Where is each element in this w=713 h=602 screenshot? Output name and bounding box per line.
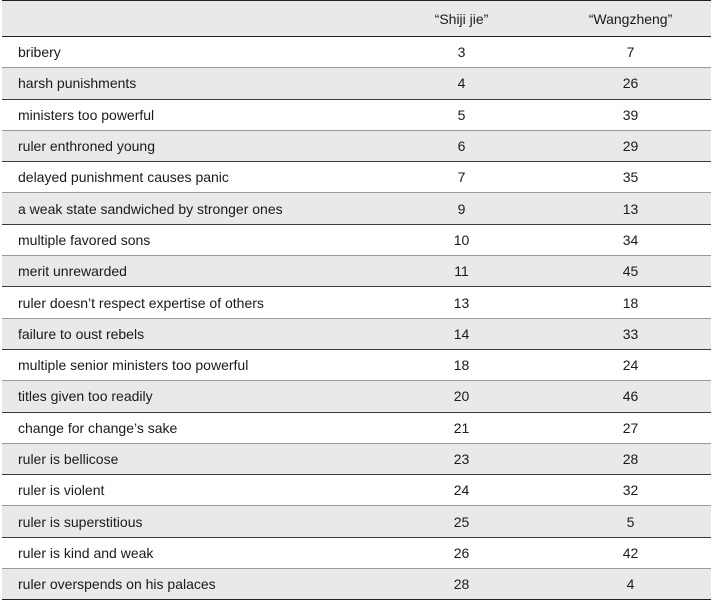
- cell-wangzheng: 45: [622, 263, 639, 280]
- cell-shiji-jie: 5: [457, 106, 466, 123]
- cell-label: harsh punishments: [18, 75, 137, 92]
- cell-wangzheng: 35: [622, 169, 639, 186]
- cell-shiji-jie: 10: [453, 231, 470, 248]
- table-row: [2, 193, 711, 224]
- table-row: [2, 68, 711, 99]
- table-row: [2, 162, 711, 193]
- cell-label: ruler is kind and weak: [18, 544, 154, 561]
- cell-shiji-jie: 24: [453, 482, 470, 499]
- cell-wangzheng: 26: [622, 75, 639, 92]
- cell-shiji-jie: 14: [453, 325, 470, 342]
- cell-shiji-jie: 20: [453, 388, 470, 405]
- cell-label: failure to oust rebels: [18, 325, 145, 342]
- cell-shiji-jie: 4: [457, 75, 466, 92]
- cell-label: bribery: [18, 44, 61, 61]
- cell-wangzheng: 4: [626, 576, 635, 593]
- table-row: [2, 99, 711, 130]
- cell-label: ruler is bellicose: [18, 451, 119, 467]
- cell-label: titles given too readily: [18, 388, 153, 405]
- data-table: [2, 0, 711, 600]
- cell-shiji-jie: 3: [457, 44, 466, 61]
- table-row: [2, 475, 711, 506]
- table-row: [2, 130, 711, 161]
- cell-label: ruler enthroned young: [18, 138, 155, 155]
- cell-wangzheng: 34: [622, 231, 639, 248]
- cell-shiji-jie: 9: [457, 200, 466, 217]
- table-row: [2, 318, 711, 349]
- column-header-wangzheng: “Wangzheng”: [588, 10, 673, 27]
- cell-wangzheng: 29: [622, 138, 639, 155]
- cell-wangzheng: 32: [622, 482, 639, 499]
- cell-label: ruler is violent: [18, 482, 105, 499]
- cell-label: ruler is superstitious: [18, 513, 143, 530]
- cell-label: change for change’s sake: [18, 419, 178, 436]
- cell-wangzheng: 13: [622, 200, 639, 217]
- cell-wangzheng: 46: [622, 388, 639, 405]
- table-row: [2, 412, 711, 443]
- cell-shiji-jie: 26: [453, 544, 470, 561]
- cell-label: ruler doesn’t respect expertise of others: [18, 294, 264, 311]
- cell-label: a weak state sandwiched by stronger ones: [18, 200, 283, 217]
- cell-shiji-jie: 18: [453, 357, 470, 374]
- cell-wangzheng: 18: [622, 294, 639, 311]
- column-header-label: [2, 1, 373, 37]
- table-row: [2, 37, 711, 68]
- cell-label: multiple senior ministers too powerful: [18, 357, 249, 374]
- data-table-container: [2, 0, 711, 600]
- cell-shiji-jie: 28: [453, 576, 470, 593]
- cell-shiji-jie: 23: [453, 451, 470, 467]
- table-row: [2, 256, 711, 287]
- cell-wangzheng: 5: [626, 513, 635, 530]
- cell-label: multiple favored sons: [18, 231, 151, 248]
- table-row: [2, 287, 711, 318]
- cell-label: ministers too powerful: [18, 106, 155, 123]
- table-row: [2, 224, 711, 255]
- cell-wangzheng: 28: [622, 451, 639, 467]
- cell-wangzheng: 33: [622, 325, 639, 342]
- cell-label: delayed punishment causes panic: [18, 169, 229, 186]
- cell-wangzheng: 27: [622, 419, 639, 436]
- table-row: [2, 381, 711, 412]
- table-row: [2, 443, 711, 474]
- table-body: [2, 37, 711, 600]
- table-row: [2, 349, 711, 380]
- cell-label: merit unrewarded: [18, 263, 127, 280]
- cell-shiji-jie: 6: [457, 138, 466, 155]
- table-header: [2, 1, 711, 37]
- cell-wangzheng: 42: [622, 544, 639, 561]
- table-row: [2, 569, 711, 600]
- table-row: [2, 506, 711, 537]
- cell-shiji-jie: 11: [454, 263, 469, 280]
- cell-shiji-jie: 7: [457, 169, 466, 186]
- table-row: [2, 537, 711, 568]
- column-header-shiji-jie: “Shiji jie”: [434, 10, 489, 27]
- cell-shiji-jie: 25: [453, 513, 470, 530]
- cell-label: ruler overspends on his palaces: [18, 576, 216, 593]
- cell-wangzheng: 24: [622, 357, 639, 374]
- cell-shiji-jie: 21: [453, 419, 470, 436]
- cell-wangzheng: 39: [622, 106, 639, 123]
- cell-wangzheng: 7: [626, 44, 635, 61]
- cell-shiji-jie: 13: [453, 294, 470, 311]
- header-row: [2, 1, 711, 37]
